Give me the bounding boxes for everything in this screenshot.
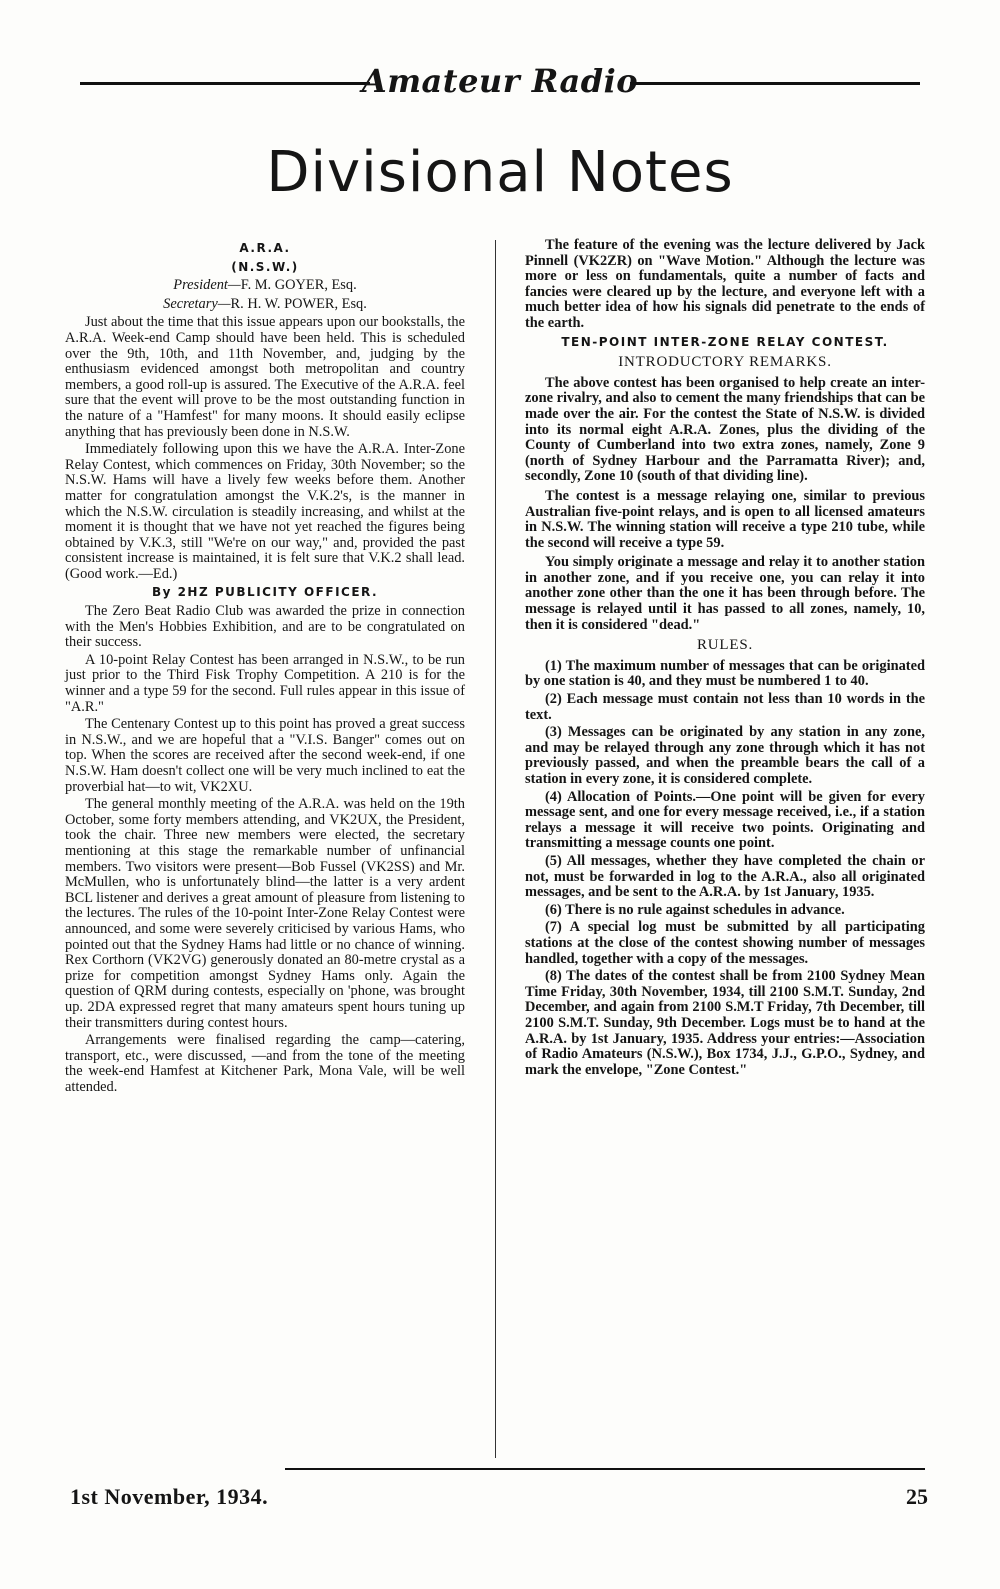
intro-heading: INTRODUCTORY REMARKS. — [618, 354, 832, 371]
masthead-logo: Amateur Radio — [361, 62, 639, 100]
page-title: Divisional Notes — [266, 140, 734, 205]
rule-item: (6) There is no rule against schedules in advance. — [545, 901, 845, 918]
secretary-line: Secretary—R. H. W. POWER, Esq. — [163, 295, 367, 312]
paragraph: A 10-point Relay Contest has been arranged in N.S.W., to be run just prior to the Third Fisk Trophy Competition. A 210 is for the winner and a type 59 for the second. Full rules appear in this issue of "A.R." — [65, 651, 465, 715]
masthead — [80, 58, 920, 108]
page-number: 25 — [906, 1484, 928, 1509]
issue-date: 1st November, 1934. — [70, 1484, 269, 1509]
secretary-role: Secretary — [163, 295, 218, 312]
secretary-name: R. H. W. POWER, Esq. — [230, 295, 367, 312]
paragraph: The feature of the evening was the lecture delivered by Jack Pinnell (VK2ZR) on "Wave Motion." Although the lecture was more or less on fundamentals, quite a number of facts and fancies were cleared up by the lecture, and everyone left with a much better idea of how his signals did penetrate to the ends of the earth. — [525, 237, 925, 331]
paragraph: Arrangements were finalised regarding the camp—catering, transport, etc., were discussed, —and from the tone of the meeting the week-end Hamfest at Kitchener Park, Mona Vale, will be well attended. — [65, 1032, 465, 1095]
byline: By 2HZ PUBLICITY OFFICER. — [151, 585, 379, 600]
paragraph: You simply originate a message and relay it to another station in another zone, and if you receive one, you can relay it into another zone other than the one it has been through before. The message is relayed until it has passed to all zones, namely, 10, then it is considered "dead." — [525, 554, 925, 633]
paragraph: The general monthly meeting of the A.R.A. was held on the 19th October, some forty members attending, and VK2UX, the President, took the chair. Three new members were elected, the secretary mentioning at this stage the remarkable number of unfinancial members. Two visitors were present—Bob Fussel (VK2SS) and Mr. McMullen, who is unfortunately blind—the latter is a very ardent BCL listener and derives a great amount of pleasure from listening to the lectures. The rules of the 10-point Inter-Zone Relay Contest were announced, and some were severely criticised by various Hams, who pointed out that the Sydney Hams had little or no chance of winning. Rex Corthorn (VK2VG) generously donated an 80-metre crystal as a prize for competition amongst Sydney Hams only. Again the question of QRM during contests, especially on 'phone, was brought up. 2DA expressed regret that many amateurs spent hours tuning up their transmitters during contest hours. — [65, 796, 465, 1031]
paragraph: Just about the time that this issue appears upon our bookstalls, the A.R.A. Week-end Camp should have been held. This is scheduled over the 9th, 10th, and 11th November, and, judging by the enthusiasm evidenced amongst both metropolitan and country members, a good roll-up is assured. The Executive of the A.R.A. feel sure that the event will prove to be the most outstanding function in the nature of a "Hamfest" for many moons. It should easily eclipse anything that has previously been done in N.S.W. — [65, 314, 465, 440]
paragraph: The contest is a message relaying one, similar to previous Australian five-point relays, and is open to all licensed amateurs in N.S.W. The winning station will receive a type 210 tube, while the second will receive a type 59. — [525, 487, 925, 551]
left-column — [65, 238, 465, 1097]
right-column — [525, 238, 925, 1080]
contest-heading: TEN-POINT INTER-ZONE RELAY CONTEST. — [561, 334, 889, 349]
paragraph: Immediately following upon this we have the A.R.A. Inter-Zone Relay Contest, which commences on Friday, 30th November; so the N.S.W. Hams will have a lively few weeks before them. Another matter for congratulation amongst the V.K.2's, is the manner in which the N.S.W. circulation is steadily increasing, and whilst at the moment it is thought that we have not yet reached the figures being obtained by V.K.3, still "We're on our way," and, provided the past consistent increase is maintained, it is felt sure that V.K.2 shall lead. (Good work.—Ed.) — [65, 441, 465, 582]
paragraph: The Zero Beat Radio Club was awarded the prize in connection with the Men's Hobbies Exhibition, and are to be congratulated on their success. — [65, 603, 465, 651]
president-role: President — [173, 277, 228, 294]
paragraph: The Centenary Contest up to this point has proved a great success in N.S.W., and we are hopeful that a "V.I.S. Banger" comes out on top. When the scores are received after the second week-end, if one N.S.W. Ham doesn't collect one will be very much inclined to eat the proverbial hat—to wit, VK2XU. — [65, 716, 465, 795]
rule-item: (5) All messages, whether they have completed the chain or not, must be forwarded in log to the A.R.A., also all originated messages, and be sent to the A.R.A. by 1st January, 1935. — [525, 852, 925, 901]
masthead-rule-right — [630, 82, 920, 85]
rule-item: (1) The maximum number of messages that can be originated by one station is 40, and they must be numbered 1 to 40. — [525, 657, 925, 690]
paragraph: The above contest has been organised to help create an inter-zone rivalry, and also to cement the many friendships that can be made over the air. For the contest the State of N.S.W. is divided into its normal eight A.R.A. Zones, plus the dividing of the County of Cumberland into two extra zones, namely, Zone 9 (north of Sydney Harbour and the Parramatta River); and, secondly, Zone 10 (south of that dividing line). — [525, 374, 925, 485]
column-divider — [495, 240, 496, 1458]
rule-item: (8) The dates of the contest shall be from 2100 Sydney Mean Time Friday, 30th November, 1934, till 2100 S.M.T. Sunday, 2nd December, and again from 2100 S.M.T Friday, 7th December, till 2100 S.M.T. Sunday, 9th December. Logs must be to hand at the A.R.A. by 1st January, 1935. Address your entries:—Association of Radio Amateurs (N.S.W.), Box 1734, J.J., G.P.O., Sydney, and mark the envelope, "Zone Contest." — [525, 968, 925, 1078]
rules-heading: RULES. — [696, 637, 754, 654]
rule-item: (2) Each message must contain not less than 10 words in the text. — [525, 691, 925, 723]
state-heading: (N.S.W.) — [231, 259, 299, 274]
rule-item: (4) Allocation of Points.—One point will be given for every message sent, and one for every message received, i.e., if a station relays a message it will receive two points. Originating and transmitting a message counts one point. — [525, 788, 925, 852]
rule-item: (7) A special log must be submitted by all participating stations at the close of the contest showing number of messages handled, together with a copy of the messages. — [525, 919, 925, 967]
society-heading: A.R.A. — [239, 241, 291, 255]
footer-rule — [285, 1468, 925, 1470]
rule-item: (3) Messages can be originated by any station in any zone, and may be relayed through any zone through which it has not previously passed, and when the preamble bears the call of a station in every zone, it is considered complete. — [525, 724, 925, 787]
president-line: President—F. M. GOYER, Esq. — [173, 277, 357, 294]
president-name: F. M. GOYER, Esq. — [240, 277, 357, 294]
